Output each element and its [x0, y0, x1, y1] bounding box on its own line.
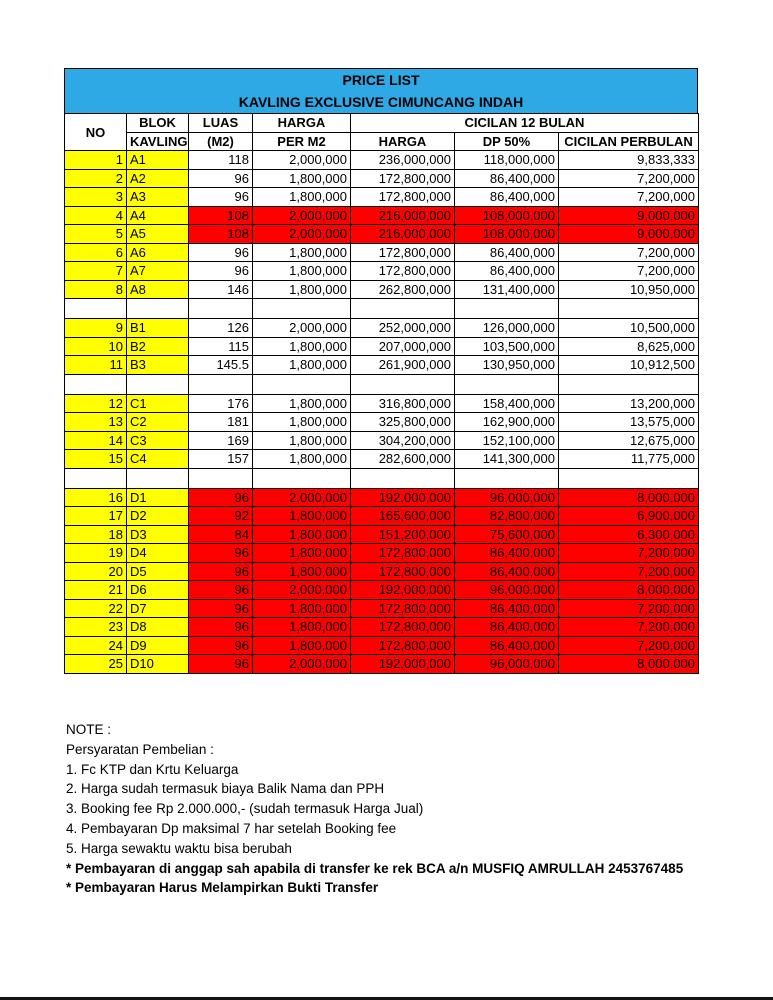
table-row — [65, 450, 699, 469]
row-harga: 192,000,000 — [351, 488, 455, 507]
col-total-harga: HARGA — [351, 132, 455, 151]
row-blok: A1 — [127, 151, 189, 170]
table-row — [65, 562, 699, 581]
row-luas: 157 — [189, 450, 253, 469]
row-harga-m2: 2,000,000 — [253, 488, 351, 507]
row-harga: 304,200,000 — [351, 431, 455, 450]
row-harga-m2: 1,800,000 — [253, 618, 351, 637]
row-cicilan: 7,200,000 — [559, 262, 699, 281]
row-blok: D7 — [127, 599, 189, 618]
table-row — [65, 319, 699, 338]
row-harga: 165,600,000 — [351, 507, 455, 526]
note-item: 1. Fc KTP dan Krtu Keluarga — [66, 761, 239, 777]
row-blok: D2 — [127, 507, 189, 526]
row-luas: 96 — [189, 618, 253, 637]
table-row — [65, 431, 699, 450]
row-harga: 252,000,000 — [351, 319, 455, 338]
row-cicilan: 7,200,000 — [559, 188, 699, 207]
spacer-cell — [455, 299, 559, 319]
row-cicilan: 9,000,000 — [559, 206, 699, 225]
row-cicilan: 13,200,000 — [559, 394, 699, 413]
row-dp: 158,400,000 — [455, 394, 559, 413]
price-list-title: PRICE LIST — [342, 72, 420, 88]
row-cicilan: 10,912,500 — [559, 356, 699, 375]
note-item: 3. Booking fee Rp 2.000.000,- (sudah termasuk Harga Jual) — [66, 801, 424, 817]
row-dp: 162,900,000 — [455, 413, 559, 432]
row-cicilan: 13,575,000 — [559, 413, 699, 432]
row-number: 1 — [65, 151, 127, 170]
row-blok: C3 — [127, 431, 189, 450]
row-luas: 108 — [189, 206, 253, 225]
row-luas: 96 — [189, 243, 253, 262]
col-m2: (M2) — [189, 132, 253, 151]
col-luas: LUAS — [189, 114, 253, 133]
row-cicilan: 9,000,000 — [559, 225, 699, 244]
row-cicilan: 7,200,000 — [559, 636, 699, 655]
notes-heading: NOTE : — [66, 722, 112, 737]
row-luas: 96 — [189, 544, 253, 563]
row-dp: 118,000,000 — [455, 151, 559, 170]
row-dp: 141,300,000 — [455, 450, 559, 469]
row-number: 18 — [65, 525, 127, 544]
row-harga-m2: 2,000,000 — [253, 225, 351, 244]
col-cicilan-group: CICILAN 12 BULAN — [351, 114, 699, 133]
row-cicilan: 10,950,000 — [559, 280, 699, 299]
row-number: 15 — [65, 450, 127, 469]
table-row — [65, 618, 699, 637]
notes-intro: Persyaratan Pembelian : — [66, 741, 214, 757]
row-harga: 216,000,000 — [351, 225, 455, 244]
col-harga: HARGA — [253, 114, 351, 133]
row-blok: B2 — [127, 337, 189, 356]
row-harga-m2: 1,800,000 — [253, 337, 351, 356]
row-harga-m2: 1,800,000 — [253, 356, 351, 375]
row-dp: 103,500,000 — [455, 337, 559, 356]
row-dp: 96,000,000 — [455, 655, 559, 674]
row-harga-m2: 1,800,000 — [253, 394, 351, 413]
row-cicilan: 8,000,000 — [559, 655, 699, 674]
row-harga-m2: 2,000,000 — [253, 581, 351, 600]
spacer-cell — [253, 468, 351, 488]
row-cicilan: 8,000,000 — [559, 581, 699, 600]
row-harga: 192,000,000 — [351, 581, 455, 600]
spacer-row — [65, 468, 699, 488]
row-luas: 118 — [189, 151, 253, 170]
spacer-row — [65, 299, 699, 319]
row-harga: 172,800,000 — [351, 544, 455, 563]
row-number: 4 — [65, 206, 127, 225]
row-blok: A8 — [127, 280, 189, 299]
row-blok: A7 — [127, 262, 189, 281]
row-dp: 130,950,000 — [455, 356, 559, 375]
row-luas: 181 — [189, 413, 253, 432]
row-harga-m2: 1,800,000 — [253, 562, 351, 581]
col-blok: BLOK — [127, 114, 189, 133]
row-number: 8 — [65, 280, 127, 299]
spacer-cell — [127, 468, 189, 488]
row-harga-m2: 1,800,000 — [253, 413, 351, 432]
row-blok: D3 — [127, 525, 189, 544]
spacer-cell — [127, 374, 189, 394]
row-blok: A4 — [127, 206, 189, 225]
note-item: 2. Harga sudah termasuk biaya Balik Nama dan PPH — [66, 781, 385, 797]
row-luas: 115 — [189, 337, 253, 356]
row-luas: 176 — [189, 394, 253, 413]
header-row-2 — [65, 132, 699, 151]
row-blok: A6 — [127, 243, 189, 262]
price-table — [64, 113, 699, 674]
table-row — [65, 394, 699, 413]
row-dp: 86,400,000 — [455, 599, 559, 618]
row-number: 7 — [65, 262, 127, 281]
row-harga-m2: 2,000,000 — [253, 151, 351, 170]
row-blok: D6 — [127, 581, 189, 600]
row-harga-m2: 2,000,000 — [253, 655, 351, 674]
row-dp: 86,400,000 — [455, 262, 559, 281]
row-cicilan: 8,625,000 — [559, 337, 699, 356]
row-dp: 108,000,000 — [455, 225, 559, 244]
row-dp: 86,400,000 — [455, 188, 559, 207]
row-harga: 172,800,000 — [351, 243, 455, 262]
row-number: 20 — [65, 562, 127, 581]
row-luas: 96 — [189, 262, 253, 281]
row-dp: 86,400,000 — [455, 243, 559, 262]
row-harga: 172,800,000 — [351, 169, 455, 188]
row-number: 13 — [65, 413, 127, 432]
table-row — [65, 413, 699, 432]
note-payment-proof: * Pembayaran Harus Melampirkan Bukti Transfer — [66, 880, 379, 896]
row-dp: 75,600,000 — [455, 525, 559, 544]
row-dp: 96,000,000 — [455, 488, 559, 507]
row-dp: 96,000,000 — [455, 581, 559, 600]
row-dp: 131,400,000 — [455, 280, 559, 299]
spacer-cell — [65, 299, 127, 319]
row-harga: 151,200,000 — [351, 525, 455, 544]
row-harga: 192,000,000 — [351, 655, 455, 674]
row-cicilan: 9,833,333 — [559, 151, 699, 170]
row-luas: 146 — [189, 280, 253, 299]
row-harga-m2: 1,800,000 — [253, 450, 351, 469]
row-cicilan: 7,200,000 — [559, 243, 699, 262]
row-luas: 96 — [189, 655, 253, 674]
row-luas: 96 — [189, 562, 253, 581]
spacer-cell — [455, 374, 559, 394]
col-cicilan-perbulan: CICILAN PERBULAN — [559, 132, 699, 151]
table-row — [65, 188, 699, 207]
row-blok: B3 — [127, 356, 189, 375]
row-luas: 96 — [189, 636, 253, 655]
row-cicilan: 7,200,000 — [559, 544, 699, 563]
row-blok: D10 — [127, 655, 189, 674]
row-luas: 96 — [189, 599, 253, 618]
table-row — [65, 544, 699, 563]
row-number: 19 — [65, 544, 127, 563]
spacer-cell — [559, 374, 699, 394]
table-row — [65, 262, 699, 281]
row-luas: 145.5 — [189, 356, 253, 375]
row-harga: 172,800,000 — [351, 562, 455, 581]
row-blok: D1 — [127, 488, 189, 507]
row-blok: C2 — [127, 413, 189, 432]
row-cicilan: 7,200,000 — [559, 562, 699, 581]
col-per-m2: PER M2 — [253, 132, 351, 151]
col-no: NO — [65, 114, 127, 151]
row-harga-m2: 1,800,000 — [253, 636, 351, 655]
spacer-cell — [351, 299, 455, 319]
row-number: 22 — [65, 599, 127, 618]
table-row — [65, 507, 699, 526]
row-blok: A3 — [127, 188, 189, 207]
row-cicilan: 6,900,000 — [559, 507, 699, 526]
row-harga: 216,000,000 — [351, 206, 455, 225]
table-row — [65, 581, 699, 600]
row-blok: D5 — [127, 562, 189, 581]
spacer-cell — [65, 468, 127, 488]
row-harga-m2: 1,800,000 — [253, 507, 351, 526]
row-luas: 96 — [189, 488, 253, 507]
notes-section — [66, 720, 746, 898]
row-number: 16 — [65, 488, 127, 507]
table-row — [65, 206, 699, 225]
col-kavling: KAVLING — [127, 132, 189, 151]
row-harga: 172,800,000 — [351, 188, 455, 207]
row-dp: 86,400,000 — [455, 169, 559, 188]
spacer-cell — [189, 468, 253, 488]
row-dp: 126,000,000 — [455, 319, 559, 338]
table-row — [65, 169, 699, 188]
row-blok: B1 — [127, 319, 189, 338]
spacer-cell — [351, 468, 455, 488]
row-harga-m2: 1,800,000 — [253, 525, 351, 544]
row-dp: 108,000,000 — [455, 206, 559, 225]
row-number: 17 — [65, 507, 127, 526]
spacer-cell — [455, 468, 559, 488]
row-luas: 84 — [189, 525, 253, 544]
row-number: 10 — [65, 337, 127, 356]
row-dp: 86,400,000 — [455, 562, 559, 581]
row-harga: 172,800,000 — [351, 636, 455, 655]
row-blok: D4 — [127, 544, 189, 563]
spacer-cell — [559, 299, 699, 319]
table-row — [65, 356, 699, 375]
row-blok: D8 — [127, 618, 189, 637]
table-row — [65, 488, 699, 507]
row-dp: 86,400,000 — [455, 618, 559, 637]
row-number: 24 — [65, 636, 127, 655]
spacer-cell — [559, 468, 699, 488]
row-harga-m2: 2,000,000 — [253, 206, 351, 225]
row-cicilan: 8,000,000 — [559, 488, 699, 507]
row-blok: C4 — [127, 450, 189, 469]
row-blok: A2 — [127, 169, 189, 188]
row-number: 25 — [65, 655, 127, 674]
row-luas: 96 — [189, 188, 253, 207]
row-harga-m2: 1,800,000 — [253, 599, 351, 618]
spacer-cell — [253, 299, 351, 319]
row-harga-m2: 1,800,000 — [253, 280, 351, 299]
row-harga: 172,800,000 — [351, 262, 455, 281]
row-dp: 152,100,000 — [455, 431, 559, 450]
row-harga-m2: 2,000,000 — [253, 319, 351, 338]
row-cicilan: 7,200,000 — [559, 169, 699, 188]
row-dp: 86,400,000 — [455, 544, 559, 563]
table-row — [65, 151, 699, 170]
row-luas: 96 — [189, 169, 253, 188]
row-harga: 207,000,000 — [351, 337, 455, 356]
row-cicilan: 7,200,000 — [559, 599, 699, 618]
price-table-body — [65, 151, 699, 674]
row-luas: 169 — [189, 431, 253, 450]
spacer-cell — [253, 374, 351, 394]
row-number: 2 — [65, 169, 127, 188]
spacer-cell — [189, 299, 253, 319]
row-luas: 108 — [189, 225, 253, 244]
row-harga: 262,800,000 — [351, 280, 455, 299]
col-dp: DP 50% — [455, 132, 559, 151]
table-row — [65, 243, 699, 262]
price-list-subtitle: KAVLING EXCLUSIVE CIMUNCANG INDAH — [238, 94, 524, 110]
row-blok: C1 — [127, 394, 189, 413]
row-number: 23 — [65, 618, 127, 637]
note-item: 5. Harga sewaktu waktu bisa berubah — [66, 840, 292, 856]
row-number: 6 — [65, 243, 127, 262]
table-row — [65, 599, 699, 618]
row-harga: 172,800,000 — [351, 599, 455, 618]
spacer-cell — [189, 374, 253, 394]
row-number: 12 — [65, 394, 127, 413]
row-cicilan: 6,300,000 — [559, 525, 699, 544]
spacer-row — [65, 374, 699, 394]
table-row — [65, 280, 699, 299]
row-number: 14 — [65, 431, 127, 450]
price-list-sheet — [64, 68, 698, 674]
row-harga: 316,800,000 — [351, 394, 455, 413]
row-number: 3 — [65, 188, 127, 207]
table-row — [65, 337, 699, 356]
title-block — [64, 68, 698, 113]
table-row — [65, 636, 699, 655]
row-luas: 96 — [189, 581, 253, 600]
spacer-cell — [65, 374, 127, 394]
row-cicilan: 12,675,000 — [559, 431, 699, 450]
row-number: 21 — [65, 581, 127, 600]
row-harga: 236,000,000 — [351, 151, 455, 170]
table-row — [65, 525, 699, 544]
row-blok: A5 — [127, 225, 189, 244]
row-harga-m2: 1,800,000 — [253, 431, 351, 450]
row-harga: 261,900,000 — [351, 356, 455, 375]
row-harga-m2: 1,800,000 — [253, 188, 351, 207]
row-cicilan: 7,200,000 — [559, 618, 699, 637]
row-harga: 172,800,000 — [351, 618, 455, 637]
row-cicilan: 11,775,000 — [559, 450, 699, 469]
spacer-cell — [351, 374, 455, 394]
row-number: 5 — [65, 225, 127, 244]
row-blok: D9 — [127, 636, 189, 655]
row-number: 11 — [65, 356, 127, 375]
row-harga: 325,800,000 — [351, 413, 455, 432]
row-harga-m2: 1,800,000 — [253, 262, 351, 281]
row-luas: 92 — [189, 507, 253, 526]
row-dp: 82,800,000 — [455, 507, 559, 526]
table-row — [65, 225, 699, 244]
row-harga-m2: 1,800,000 — [253, 169, 351, 188]
header-row-1 — [65, 114, 699, 133]
note-item: 4. Pembayaran Dp maksimal 7 har setelah Booking fee — [66, 820, 397, 836]
row-harga-m2: 1,800,000 — [253, 243, 351, 262]
row-cicilan: 10,500,000 — [559, 319, 699, 338]
spacer-cell — [127, 299, 189, 319]
row-harga-m2: 1,800,000 — [253, 544, 351, 563]
row-number: 9 — [65, 319, 127, 338]
table-row — [65, 655, 699, 674]
note-payment-account: * Pembayaran di anggap sah apabila di transfer ke rek BCA a/n MUSFIQ AMRULLAH 2453767485 — [66, 860, 684, 876]
row-harga: 282,600,000 — [351, 450, 455, 469]
row-dp: 86,400,000 — [455, 636, 559, 655]
row-luas: 126 — [189, 319, 253, 338]
